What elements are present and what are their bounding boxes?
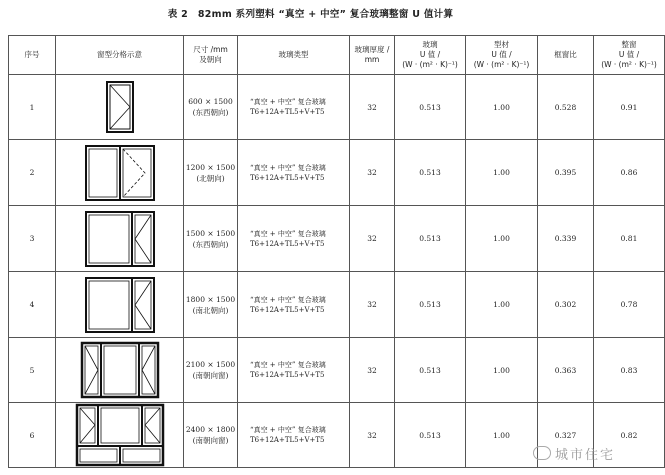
cell-glass-type — [238, 338, 350, 403]
size-value: 600 × 1500 — [188, 97, 233, 106]
cell-no: 1 — [9, 75, 56, 140]
glass-type-line2: T6+12A+TL5+V+T5 — [250, 108, 325, 116]
cell-frame-u: 1.00 — [466, 272, 538, 338]
cell-glass-u: 0.513 — [395, 75, 466, 140]
cell-ratio: 0.528 — [538, 75, 594, 140]
table-row — [9, 338, 665, 403]
cell-glass-u: 0.513 — [395, 272, 466, 338]
cell-diagram — [56, 403, 184, 468]
orientation: (东西朝向) — [192, 239, 229, 249]
cell-no: 6 — [9, 403, 56, 468]
cell-diagram — [56, 140, 184, 206]
cell-diagram — [56, 75, 184, 140]
glass-type-line1: “真空 + 中空” 复合玻璃 — [250, 295, 326, 304]
cell-glass-type — [238, 75, 350, 140]
single-casement-icon — [56, 81, 183, 133]
header-window-u-line1: 整窗 — [621, 40, 637, 49]
cell-frame-u: 1.00 — [466, 338, 538, 403]
header-frame-u — [466, 36, 538, 75]
cell-frame-u: 1.00 — [466, 206, 538, 272]
cell-ratio: 0.363 — [538, 338, 594, 403]
cell-size — [184, 75, 238, 140]
watermark — [533, 444, 615, 463]
header-window-u — [594, 36, 665, 75]
table-row — [9, 75, 665, 140]
table-row — [9, 206, 665, 272]
orientation: (南朝向窗) — [192, 371, 229, 380]
glass-type-line2: T6+12A+TL5+V+T5 — [250, 173, 325, 182]
glass-type-line2: T6+12A+TL5+V+T5 — [250, 239, 325, 248]
orientation: (东西朝向) — [192, 108, 229, 117]
size-value: 2100 × 1500 — [185, 360, 236, 369]
cell-window-u: 0.82 — [594, 403, 665, 468]
header-window-u-line3: (W · (m² · K)⁻¹) — [601, 60, 657, 69]
cell-size — [184, 140, 238, 206]
cell-thickness: 32 — [350, 206, 395, 272]
header-size-line1: 尺寸 /mm — [193, 45, 228, 54]
cell-thickness: 32 — [350, 272, 395, 338]
two-pane-casement-icon — [56, 145, 183, 201]
header-frame-u-line1: 型材 — [494, 40, 509, 49]
glass-type-line2: T6+12A+TL5+V+T5 — [250, 371, 325, 379]
cell-thickness: 32 — [350, 75, 395, 140]
table-row — [9, 272, 665, 338]
header-frame-u-line2: U 值 / — [491, 50, 512, 59]
size-value: 1800 × 1500 — [185, 294, 236, 304]
header-frame-u-line3: (W · (m² · K)⁻¹) — [473, 60, 530, 69]
cell-window-u: 0.81 — [594, 206, 665, 272]
fixed-plus-casement-icon — [56, 277, 183, 333]
cell-frame-u: 1.00 — [466, 75, 538, 140]
wechat-icon — [533, 446, 551, 460]
u-value-table — [8, 35, 665, 468]
cell-ratio: 0.302 — [538, 272, 594, 338]
cell-window-u: 0.78 — [594, 272, 665, 338]
cell-window-u: 0.86 — [594, 140, 665, 206]
cell-window-u: 0.91 — [594, 75, 665, 140]
cell-no: 2 — [9, 140, 56, 206]
glass-type-line1: “真空 + 中空” 复合玻璃 — [250, 229, 326, 238]
size-value: 1500 × 1500 — [185, 228, 236, 238]
watermark-text: 城市住宅 — [554, 448, 615, 463]
cell-glass-u: 0.513 — [395, 206, 466, 272]
cell-thickness: 32 — [350, 403, 395, 468]
fixed-plus-casement-icon — [56, 211, 183, 267]
orientation: (南北朝向) — [192, 305, 229, 315]
cell-no: 4 — [9, 272, 56, 338]
orientation: (北朝向) — [196, 173, 225, 183]
cell-glass-type — [238, 206, 350, 272]
cell-size — [184, 338, 238, 403]
table-row — [9, 140, 665, 206]
cell-glass-type — [238, 140, 350, 206]
cell-frame-u: 1.00 — [466, 403, 538, 468]
header-window-u-line2: U 值 / — [618, 50, 640, 59]
size-value: 1200 × 1500 — [185, 162, 236, 172]
cell-ratio: 0.339 — [538, 206, 594, 272]
header-thickness-line1: 玻璃厚度 / — [354, 45, 390, 54]
glass-type-line1: “真空 + 中空” 复合玻璃 — [250, 163, 326, 172]
size-value: 2400 × 1800 — [185, 425, 236, 434]
cell-size — [184, 206, 238, 272]
cell-glass-u: 0.513 — [395, 338, 466, 403]
three-pane-window-icon — [56, 342, 183, 398]
header-no: 序号 — [9, 36, 56, 75]
header-glass-u-line2: U 值 / — [419, 50, 441, 59]
cell-frame-u: 1.00 — [466, 140, 538, 206]
header-glass-u — [395, 36, 466, 75]
orientation: (南朝向窗) — [192, 436, 229, 445]
header-size — [184, 36, 238, 75]
header-glass-type: 玻璃类型 — [238, 36, 350, 75]
header-diagram: 窗型分格示意 — [56, 36, 184, 75]
cell-ratio: 0.395 — [538, 140, 594, 206]
cell-diagram — [56, 272, 184, 338]
header-ratio: 框窗比 — [538, 36, 594, 75]
header-glass-u-line3: (W · (m² · K)⁻¹) — [402, 60, 458, 69]
cell-glass-type — [238, 403, 350, 468]
header-thickness — [350, 36, 395, 75]
glass-type-line1: “真空 + 中空” 复合玻璃 — [250, 98, 326, 106]
cell-glass-u: 0.513 — [395, 140, 466, 206]
cell-diagram — [56, 206, 184, 272]
header-glass-u-line1: 玻璃 — [422, 40, 438, 49]
cell-ratio: 0.327 — [538, 403, 594, 468]
header-row — [9, 36, 665, 75]
cell-size — [184, 272, 238, 338]
cell-no: 3 — [9, 206, 56, 272]
header-size-line2: 及朝向 — [199, 55, 222, 64]
table-title: 表 2 82mm 系列塑料 “真空 + 中空” 复合玻璃整窗 U 值计算 — [167, 9, 454, 20]
cell-thickness: 32 — [350, 140, 395, 206]
cell-window-u: 0.83 — [594, 338, 665, 403]
cell-glass-u: 0.513 — [395, 403, 466, 468]
glass-type-line1: “真空 + 中空” 复合玻璃 — [250, 426, 326, 434]
glass-type-line2: T6+12A+TL5+V+T5 — [250, 436, 325, 444]
cell-diagram — [56, 338, 184, 403]
header-thickness-line2: mm — [364, 55, 380, 64]
cell-size — [184, 403, 238, 468]
cell-thickness: 32 — [350, 338, 395, 403]
glass-type-line2: T6+12A+TL5+V+T5 — [250, 305, 325, 314]
cell-no: 5 — [9, 338, 56, 403]
three-pane-with-transom-icon — [56, 404, 183, 466]
glass-type-line1: “真空 + 中空” 复合玻璃 — [250, 361, 326, 369]
cell-glass-type — [238, 272, 350, 338]
